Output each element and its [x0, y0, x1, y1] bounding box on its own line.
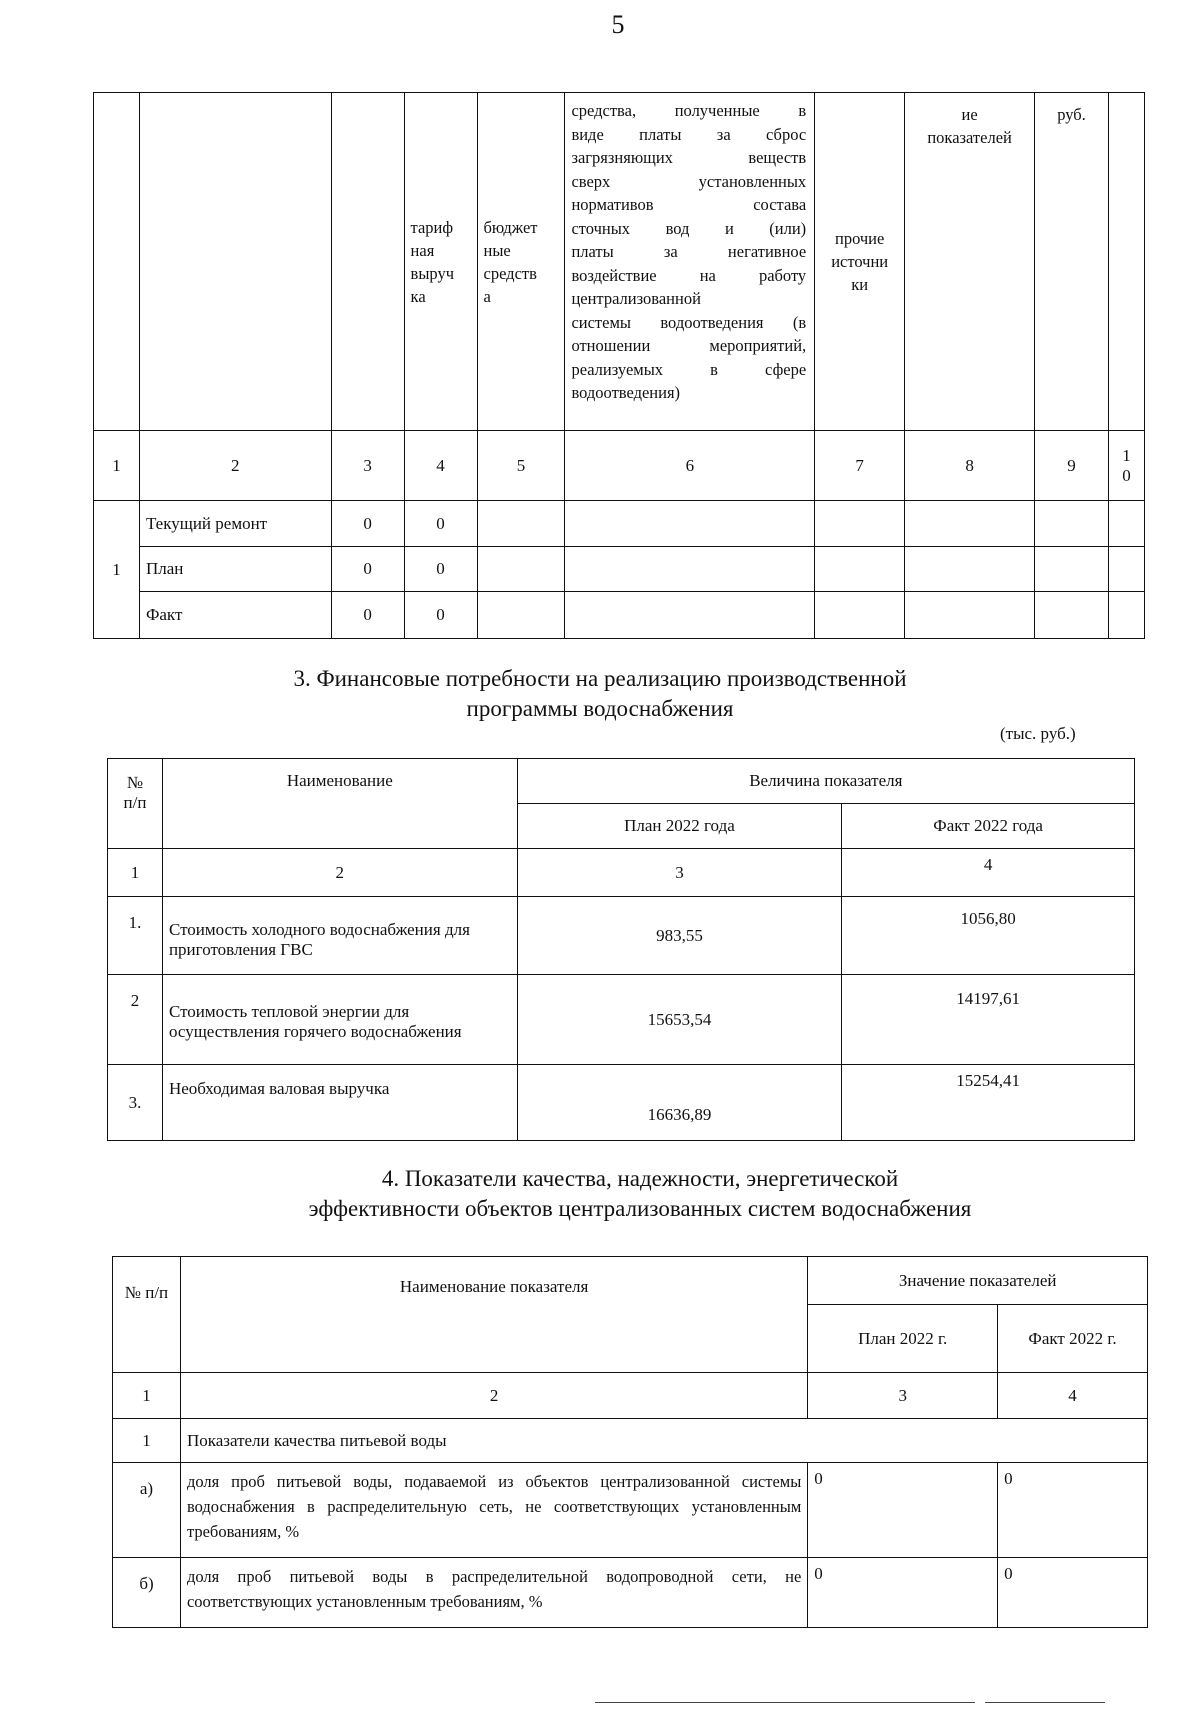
table-row [94, 501, 1145, 547]
header-num: № п/п [113, 1257, 181, 1373]
header-name: Наименование показателя [180, 1257, 807, 1373]
row-fact: 0 [998, 1558, 1148, 1628]
header-fact: Факт 2022 года [842, 804, 1135, 849]
row-name: Текущий ремонт [139, 501, 331, 547]
fees-text-line: водоотведения) [571, 383, 681, 402]
header-name: Наименование [162, 759, 517, 849]
row-num: 2 [108, 975, 163, 1065]
col-num: 8 [905, 431, 1035, 501]
row-num: а) [113, 1463, 181, 1558]
row-num: 3. [108, 1065, 163, 1141]
row-value: 0 [404, 547, 477, 592]
row-name: Стоимость тепловой энергии для осуществления горячего водоснабжения [162, 975, 517, 1065]
column-number-row [108, 849, 1135, 897]
header-value: Величина показателя [517, 759, 1134, 804]
table-row [113, 1463, 1148, 1558]
header-cell-empty [1108, 93, 1144, 431]
col-num: 3 [517, 849, 842, 897]
section-4-title: 4. Показатели качества, надежности, энергетической эффективности объектов централизованных систем водоснабжения [308, 1166, 972, 1221]
col-num: 3 [331, 431, 404, 501]
header-budget-funds: бюджет ные средств а [477, 93, 565, 431]
fees-text-line: загрязняющих веществ [571, 148, 807, 167]
header-value: Значение показателей [808, 1257, 1148, 1305]
fees-text-line: реализуемых в сфере [571, 359, 807, 379]
header-cell-empty [331, 93, 404, 431]
header-cell-empty [94, 93, 140, 431]
group-num: 1 [113, 1419, 181, 1463]
row-value: 0 [331, 547, 404, 592]
row-value: 0 [331, 501, 404, 547]
col-num: 2 [139, 431, 331, 501]
header-rub: руб. [1035, 93, 1109, 431]
col-num: 3 [808, 1373, 998, 1419]
header-plan: План 2022 года [517, 804, 842, 849]
fees-text-line: нормативов состава [571, 195, 807, 214]
scan-artifact-line [985, 1702, 1105, 1703]
fees-text-line: сверх установленных [571, 171, 807, 191]
col-num: 5 [477, 431, 565, 501]
group-row [113, 1419, 1148, 1463]
header-fact: Факт 2022 г. [998, 1305, 1148, 1373]
row-fact: 14197,61 [842, 975, 1135, 1065]
row-number: 1 [94, 501, 140, 639]
page-number: 5 [611, 10, 625, 39]
row-fact: 0 [998, 1463, 1148, 1558]
scan-artifact-line [595, 1702, 975, 1703]
financial-needs-table [107, 758, 1135, 1141]
fees-text-line: средства, полученные в [571, 101, 807, 120]
header-cell-empty [139, 93, 331, 431]
units-label: (тыс. руб.) [1000, 724, 1076, 743]
group-name: Показатели качества питьевой воды [180, 1419, 1147, 1463]
row-plan: 16636,89 [517, 1065, 842, 1141]
col-num: 7 [815, 431, 905, 501]
row-name: Необходимая валовая выручка [162, 1065, 517, 1141]
col-num: 9 [1035, 431, 1109, 501]
fees-text-line: сточных вод и (или) [571, 218, 807, 238]
row-fact: 1056,80 [842, 897, 1135, 975]
row-name: Стоимость холодного водоснабжения для приготовления ГВС [162, 897, 517, 975]
table-row [94, 547, 1145, 592]
row-value: 0 [404, 592, 477, 639]
col-num: 1 [108, 849, 163, 897]
row-plan: 0 [808, 1558, 998, 1628]
col-num: 4 [842, 849, 1135, 897]
row-num: 1. [108, 897, 163, 975]
table-row [94, 592, 1145, 639]
row-name: План [139, 547, 331, 592]
section-3-title: 3. Финансовые потребности на реализацию производственной программы водоснабжения [293, 666, 907, 721]
fees-text-line: отношении мероприятий, [571, 336, 807, 355]
row-value: 0 [331, 592, 404, 639]
column-number-row [94, 431, 1145, 501]
header-plan: План 2022 г. [808, 1305, 998, 1373]
funding-sources-table [93, 92, 1145, 639]
row-plan: 983,55 [517, 897, 842, 975]
row-name: доля проб питьевой воды в распределительной водопроводной сети, не соответствующих установленным требованиям, % [180, 1558, 807, 1628]
header-fees-text [565, 93, 815, 431]
row-fact: 15254,41 [842, 1065, 1135, 1141]
fees-text-line: системы водоотведения (в [571, 312, 807, 332]
table-header-row [94, 93, 1145, 431]
quality-indicators-table [112, 1256, 1148, 1628]
table-row [108, 975, 1135, 1065]
row-num: б) [113, 1558, 181, 1628]
fees-text-line: виде платы за сброс [571, 124, 807, 144]
col-num: 2 [162, 849, 517, 897]
table-row [113, 1558, 1148, 1628]
col-num: 4 [998, 1373, 1148, 1419]
col-num: 1 [113, 1373, 181, 1419]
col-num: 6 [565, 431, 815, 501]
header-other-sources: прочие источни ки [815, 93, 905, 431]
header-indicators: ие показателей [905, 93, 1035, 431]
row-plan: 0 [808, 1463, 998, 1558]
table-row [108, 1065, 1135, 1141]
row-name: доля проб питьевой воды, подаваемой из объектов централизованной системы водоснабжения в распределительную сеть, не соответствующих установленным требованиям, % [180, 1463, 807, 1558]
col-num: 2 [180, 1373, 807, 1419]
row-value: 0 [404, 501, 477, 547]
header-tariff-revenue: тариф ная выруч ка [404, 93, 477, 431]
table-row [108, 897, 1135, 975]
column-number-row [113, 1373, 1148, 1419]
row-name: Факт [139, 592, 331, 639]
fees-text-line: воздействие на работу [571, 265, 807, 285]
col-num: 1 0 [1108, 431, 1144, 501]
row-plan: 15653,54 [517, 975, 842, 1065]
fees-text-line: централизованной [571, 289, 701, 308]
col-num: 4 [404, 431, 477, 501]
header-num: № п/п [108, 759, 163, 849]
fees-text-line: платы за негативное [571, 242, 807, 261]
col-num: 1 [94, 431, 140, 501]
